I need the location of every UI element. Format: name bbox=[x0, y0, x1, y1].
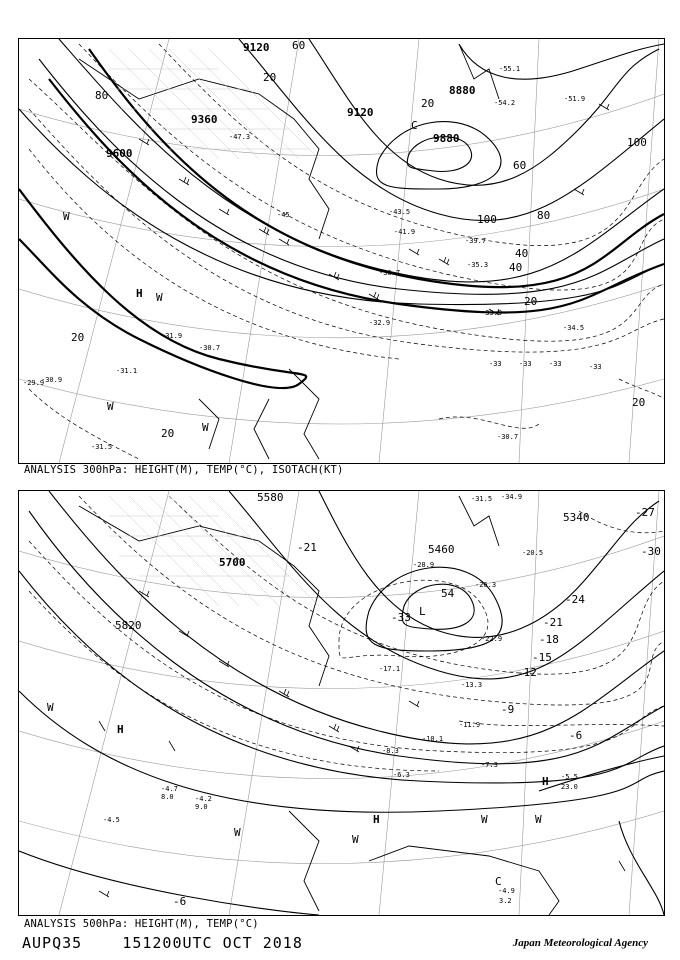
map-300hpa-svg bbox=[19, 39, 664, 463]
isotach-label: 100 bbox=[627, 136, 647, 149]
warm-marker: W bbox=[352, 833, 359, 846]
height-label: 54 bbox=[441, 587, 455, 600]
temp-label: -55.1 bbox=[499, 65, 521, 73]
isotherm-label: -15 bbox=[532, 651, 552, 664]
station-temp: -4.9 bbox=[498, 887, 515, 895]
height-label: 5460 bbox=[428, 543, 455, 556]
warm-marker: W bbox=[63, 210, 70, 223]
isotherm-label: -30 bbox=[641, 545, 661, 558]
warm-marker: W bbox=[535, 813, 542, 826]
height-label: 5820 bbox=[115, 619, 142, 632]
temp-label: -54.2 bbox=[494, 99, 516, 107]
station-temp: -8.3 bbox=[382, 747, 399, 755]
height-label: 9360 bbox=[191, 113, 218, 126]
isotach-label: 80 bbox=[537, 209, 551, 222]
isotherm-label: -24 bbox=[565, 593, 585, 606]
hatch bbox=[109, 496, 319, 606]
temp-label: -47.3 bbox=[229, 133, 251, 141]
station-temp: -4.5 bbox=[103, 816, 120, 824]
warm-marker: W bbox=[202, 421, 209, 434]
map-500hpa-svg bbox=[19, 491, 664, 915]
station-temp: -4.2 bbox=[195, 795, 212, 803]
isotach-label: 40 bbox=[515, 247, 529, 260]
station-values bbox=[161, 783, 578, 905]
map-500hpa-panel bbox=[18, 490, 665, 916]
temp-label: -31.5 bbox=[91, 443, 113, 451]
station-temp: -26.3 bbox=[475, 581, 497, 589]
temp-label: -45 bbox=[277, 211, 290, 219]
warm-marker: W bbox=[481, 813, 488, 826]
footer-product-line bbox=[22, 934, 303, 952]
isotach-label: 100 bbox=[477, 213, 497, 226]
station-value: 9.0 bbox=[195, 803, 208, 811]
station-temp: -13.3 bbox=[461, 681, 483, 689]
station-temp: -11.9 bbox=[459, 721, 481, 729]
high-marker: H bbox=[117, 723, 124, 736]
isotherm-label: -27 bbox=[635, 506, 655, 519]
isotherm-label: -21 bbox=[297, 541, 317, 554]
height-label: 9120 bbox=[347, 106, 374, 119]
temp-label: -29.9 bbox=[23, 379, 45, 387]
low-marker: L bbox=[419, 605, 426, 618]
height-label: 9880 bbox=[433, 132, 460, 145]
station-temp: -10.1 bbox=[422, 735, 444, 743]
temp-label: -34.5 bbox=[563, 324, 585, 332]
temp-label: -33 bbox=[489, 360, 502, 368]
temp-label: -33 bbox=[549, 360, 562, 368]
isotherm-label: -12 bbox=[517, 666, 537, 679]
isotherm-label: -18 bbox=[539, 633, 559, 646]
warm-marker: W bbox=[47, 701, 54, 714]
isotach-label: 60 bbox=[513, 159, 527, 172]
high-marker: H bbox=[136, 287, 143, 300]
height-label: 8880 bbox=[449, 84, 476, 97]
isotach-label: 20 bbox=[263, 71, 277, 84]
isotherm-label: -6 bbox=[569, 729, 583, 742]
height-label: 5700 bbox=[219, 556, 246, 569]
isotach-label: 40 bbox=[509, 261, 523, 274]
temp-label: -32.9 bbox=[369, 319, 391, 327]
isotach-label: 20 bbox=[71, 331, 85, 344]
temp-label: -41.9 bbox=[394, 228, 416, 236]
station-temp: -7.3 bbox=[481, 761, 498, 769]
isotach-labels bbox=[71, 39, 647, 440]
station-temp: -4.7 bbox=[161, 785, 178, 793]
coastlines bbox=[79, 496, 559, 915]
station-value: 3.2 bbox=[499, 897, 512, 905]
bottom-map-caption: ANALYSIS 500hPa: HEIGHT(M), TEMP(°C) bbox=[24, 918, 259, 930]
station-temp: -20.5 bbox=[522, 549, 544, 557]
graticule bbox=[19, 491, 664, 915]
map-300hpa-panel bbox=[18, 38, 665, 464]
valid-time: 151200UTC OCT 2018 bbox=[122, 934, 303, 952]
isotherm-label: -33 bbox=[391, 611, 411, 624]
temp-label: -35.3 bbox=[467, 261, 489, 269]
temp-label: -33 bbox=[519, 360, 532, 368]
height-label: 9600 bbox=[106, 147, 133, 160]
station-temp: -17.1 bbox=[379, 665, 401, 673]
coastlines bbox=[79, 44, 499, 459]
temp-label: -33.9 bbox=[481, 309, 503, 317]
warm-marker: W bbox=[107, 400, 114, 413]
station-temps bbox=[103, 493, 578, 895]
height-contours bbox=[19, 39, 664, 305]
temp-label: -30.7 bbox=[497, 433, 519, 441]
temp-label: -33 bbox=[589, 363, 602, 371]
high-marker: H bbox=[373, 813, 380, 826]
cold-marker: C bbox=[411, 119, 418, 132]
height-label: 5340 bbox=[563, 511, 590, 524]
temp-label: -31.1 bbox=[116, 367, 138, 375]
jet-hatch bbox=[109, 49, 319, 159]
station-temp: -31.5 bbox=[471, 495, 493, 503]
product-code: AUPQ35 bbox=[22, 934, 83, 952]
agency-name: Japan Meteorological Agency bbox=[512, 937, 648, 949]
warm-marker: W bbox=[156, 291, 163, 304]
station-temp: -6.3 bbox=[393, 771, 410, 779]
station-value: 23.0 bbox=[561, 783, 578, 791]
isotach-label: 20 bbox=[524, 295, 538, 308]
station-temp: -5.5 bbox=[561, 773, 578, 781]
isotherm-label: -9 bbox=[501, 703, 515, 716]
height-label: 5580 bbox=[257, 491, 284, 504]
isotach-label: 60 bbox=[292, 39, 306, 52]
cold-marker: C bbox=[495, 875, 502, 888]
warm-marker: W bbox=[234, 826, 241, 839]
height-label: 9120 bbox=[243, 41, 270, 54]
temp-label: -36.7 bbox=[379, 269, 401, 277]
isotach-label: 20 bbox=[161, 427, 175, 440]
isotherm-label: -21 bbox=[543, 616, 563, 629]
isotach-label: 20 bbox=[421, 97, 435, 110]
height-contours bbox=[19, 491, 664, 915]
isotach-label: 80 bbox=[95, 89, 109, 102]
isotherm-label: -6 bbox=[173, 895, 187, 908]
temp-label: -51.9 bbox=[564, 95, 586, 103]
top-map-caption: ANALYSIS 300hPa: HEIGHT(M), TEMP(°C), ISOTACH(KT) bbox=[24, 464, 344, 476]
station-temp: -22.9 bbox=[481, 635, 503, 643]
temp-label: -39.7 bbox=[465, 237, 487, 245]
temp-label: -30.7 bbox=[199, 344, 221, 352]
station-temp: -28.9 bbox=[413, 561, 435, 569]
station-value: 8.0 bbox=[161, 793, 174, 801]
temp-label: -31.9 bbox=[161, 332, 183, 340]
isotach-label: 20 bbox=[632, 396, 646, 409]
station-temp: -34.9 bbox=[501, 493, 523, 501]
pressure-centers bbox=[63, 119, 418, 434]
temp-label: -43.5 bbox=[389, 208, 411, 216]
high-marker: H bbox=[542, 775, 549, 788]
temp-label: -30.9 bbox=[41, 376, 63, 384]
